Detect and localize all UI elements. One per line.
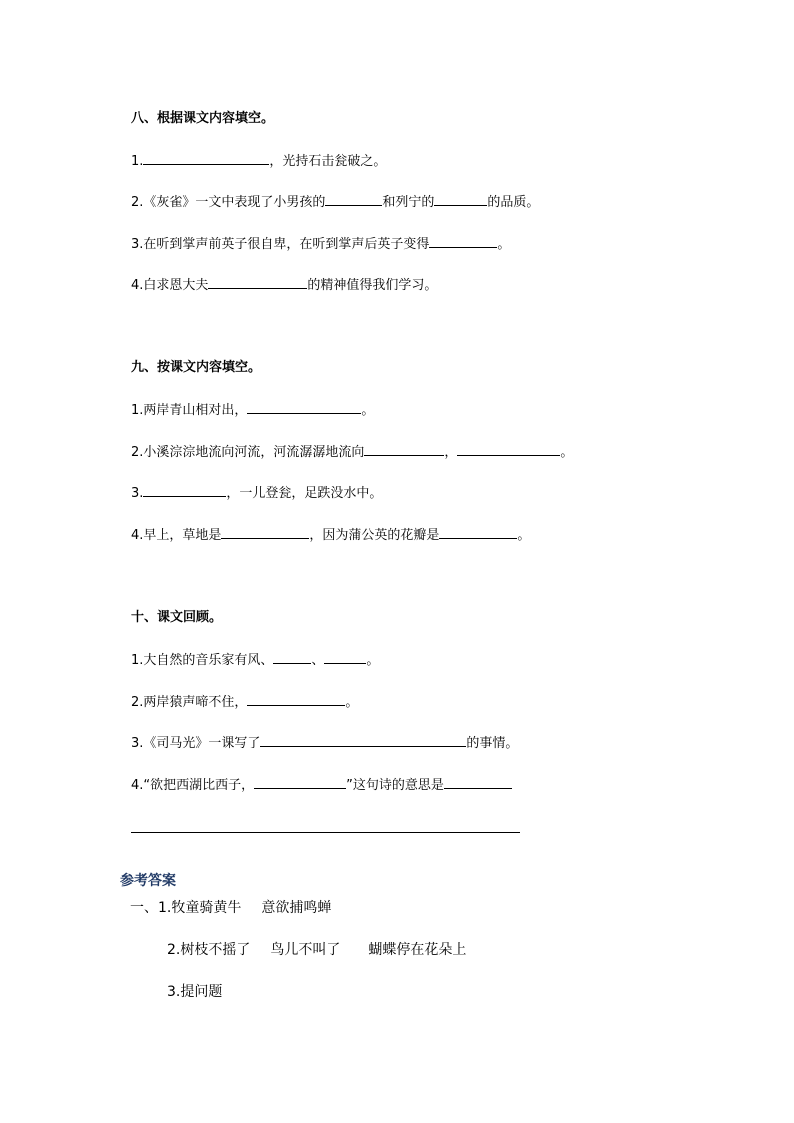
section-10-question-4 [131, 776, 512, 794]
answer-blank[interactable] [208, 276, 307, 289]
question-text: ，光持石击瓮破之。 [269, 154, 387, 169]
question-text: ”这句诗的意思是 [346, 778, 444, 793]
section-10-heading: 十、课文回顾。 [131, 610, 223, 625]
answer-blank[interactable] [364, 443, 444, 456]
answers-title: 参考答案 [120, 873, 176, 889]
question-text: 2.两岸猿声啼不住， [131, 695, 248, 710]
answer-blank[interactable] [143, 152, 269, 165]
question-text: 的品质。 [487, 195, 540, 210]
answer-blank[interactable] [260, 734, 466, 747]
section-9-heading: 九、按课文内容填空。 [131, 360, 262, 375]
answer-text: 鸟儿不叫了 [270, 942, 341, 958]
question-text: 3.在听到掌声前英子很自卑，在听到掌声后英子变得 [131, 237, 430, 252]
answer-blank[interactable] [247, 693, 345, 706]
section-9-question-3 [131, 484, 382, 502]
answer-blank[interactable] [439, 526, 517, 539]
question-text: ， [444, 445, 458, 460]
answer-text: 蝴蝶停在花朵上 [368, 942, 467, 958]
question-text: 3.《司马光》一课写了 [131, 736, 261, 751]
question-text: ，因为蒲公英的花瓣是 [309, 528, 440, 543]
answer-line[interactable] [131, 832, 520, 833]
question-text: 。 [366, 653, 380, 668]
question-text: 。 [497, 237, 511, 252]
question-text: 4.白求恩大夫 [131, 278, 209, 293]
question-text: 2.小溪淙淙地流向河流，河流潺潺地流向 [131, 445, 365, 460]
question-text: 4.早上，草地是 [131, 528, 222, 543]
section-10-question-3 [131, 734, 518, 752]
answer-blank[interactable] [444, 776, 512, 789]
question-text: 1.两岸青山相对出， [131, 403, 248, 418]
question-text: 的精神值得我们学习。 [307, 278, 438, 293]
section-8-question-1 [131, 152, 386, 170]
answer-blank[interactable] [143, 484, 226, 497]
answer-blank[interactable] [434, 193, 487, 206]
question-text: 。 [560, 445, 574, 460]
section-8-question-4 [131, 276, 437, 294]
answer-blank[interactable] [254, 776, 346, 789]
question-text: ，一儿登瓮，足跌没水中。 [226, 486, 383, 501]
section-8-question-2 [131, 193, 539, 211]
answer-text: 3.提问题 [167, 984, 223, 1000]
section-9-question-4 [131, 526, 530, 544]
question-text: 。 [517, 528, 531, 543]
section-9-question-1 [131, 401, 374, 419]
question-text: 的事情。 [466, 736, 519, 751]
question-text: 2.《灰雀》一文中表现了小男孩的 [131, 195, 326, 210]
section-8-heading: 八、根据课文内容填空。 [131, 111, 275, 126]
answer-text: 2.树枝不摇了 [167, 942, 251, 958]
section-8-question-3 [131, 235, 510, 253]
section-10-question-2 [131, 693, 358, 711]
answer-blank[interactable] [457, 443, 560, 456]
answer-blank[interactable] [324, 651, 366, 664]
answer-line-1 [130, 899, 331, 917]
answer-blank[interactable] [429, 235, 497, 248]
question-text: 。 [345, 695, 359, 710]
question-text: 和列宁的 [382, 195, 435, 210]
answer-line-2 [167, 941, 466, 959]
answer-blank[interactable] [247, 401, 361, 414]
answer-blank[interactable] [221, 526, 309, 539]
answer-line-3 [167, 983, 222, 1001]
question-text: 4.“欲把西湖比西子， [131, 778, 255, 793]
answer-text: 意欲捕鸣蝉 [261, 900, 332, 916]
question-text: 1. [131, 154, 144, 169]
question-text: 1.大自然的音乐家有风、 [131, 653, 274, 668]
answer-blank[interactable] [325, 193, 382, 206]
question-text: 。 [361, 403, 375, 418]
question-text: 、 [311, 653, 325, 668]
section-9-question-2 [131, 443, 573, 461]
answer-text: 一、1.牧童骑黄牛 [130, 900, 242, 916]
section-10-question-1 [131, 651, 379, 669]
question-text: 3. [131, 486, 144, 501]
answer-blank[interactable] [273, 651, 311, 664]
